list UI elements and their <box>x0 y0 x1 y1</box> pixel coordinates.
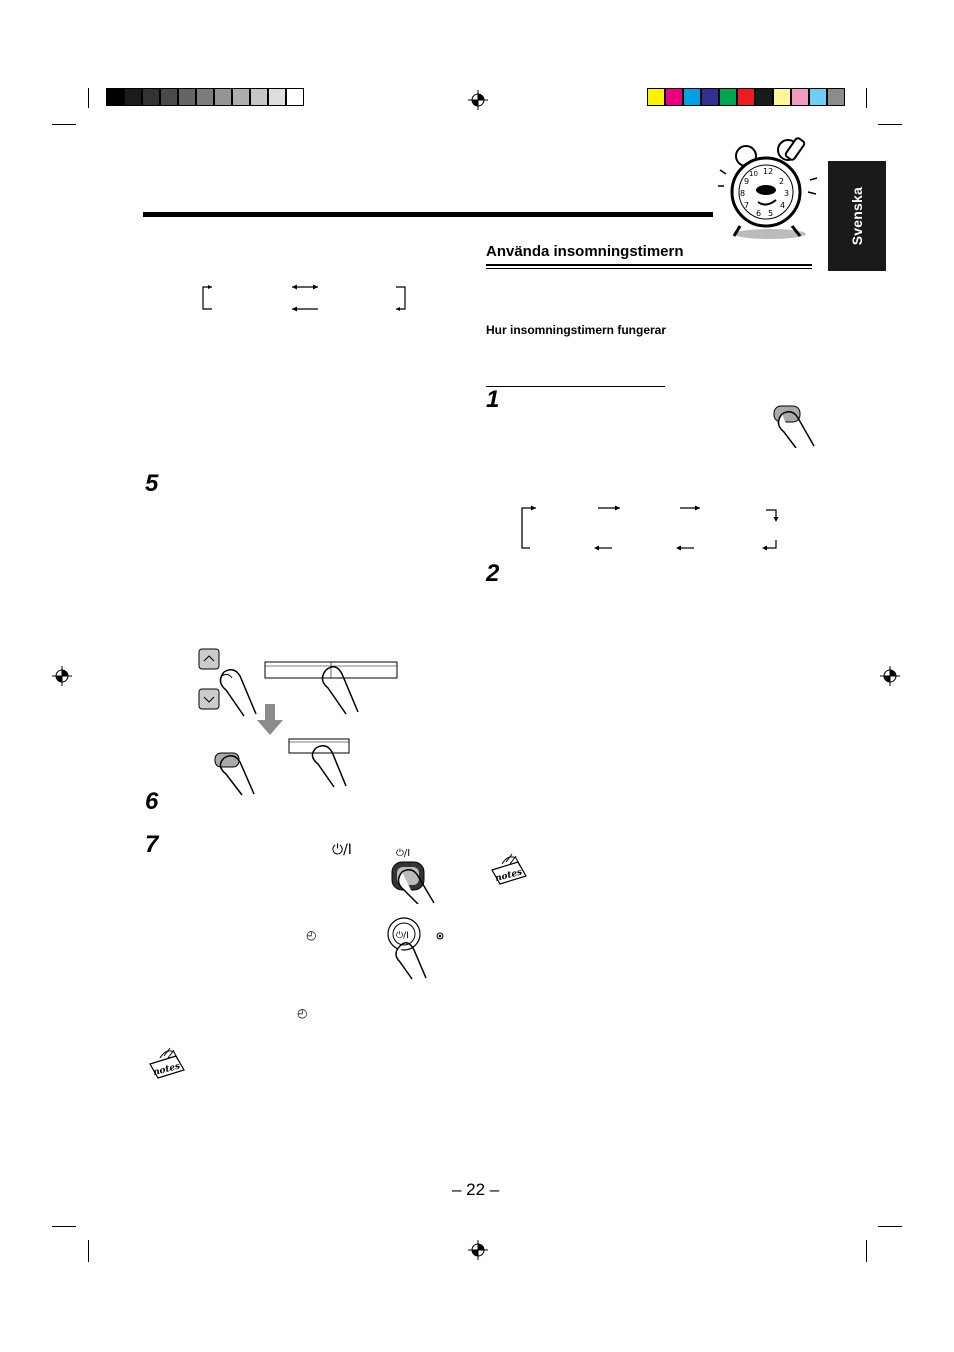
crop-mark <box>866 88 867 108</box>
step-number-7: 7 <box>145 831 159 858</box>
color-swatch <box>827 88 845 106</box>
power-standby-label: ⏻/I <box>332 842 352 858</box>
color-swatch <box>809 88 827 106</box>
crop-mark <box>88 1240 89 1262</box>
registration-target-icon <box>468 90 488 110</box>
notes-icon <box>488 852 532 888</box>
power-standby-label: ⏻/I <box>396 848 411 859</box>
pressing-finger-icon <box>216 668 260 718</box>
crop-mark <box>52 1226 76 1227</box>
language-tab <box>828 161 886 271</box>
color-swatch <box>250 88 268 106</box>
section-subheading: Hur insomningstimern fungerar <box>486 323 667 337</box>
crop-mark <box>878 124 902 125</box>
color-swatch <box>665 88 683 106</box>
svg-text:12: 12 <box>763 167 774 176</box>
color-swatch <box>124 88 142 106</box>
svg-text:3: 3 <box>784 189 790 198</box>
color-swatch <box>232 88 250 106</box>
power-knob-icon <box>386 916 448 980</box>
header-rule <box>143 212 713 217</box>
svg-text:⏻/I: ⏻/I <box>396 931 409 941</box>
svg-text:2: 2 <box>779 177 785 186</box>
power-button-icon <box>388 860 436 904</box>
crop-mark <box>866 1240 867 1262</box>
registration-target-icon <box>52 666 72 686</box>
pressing-finger-icon <box>218 754 258 796</box>
sleep-cycle-diagram <box>516 502 782 554</box>
color-swatch <box>106 88 124 106</box>
svg-text:4: 4 <box>780 201 786 210</box>
cycle-arrow-diagram <box>198 281 410 313</box>
color-swatch <box>701 88 719 106</box>
color-swatch <box>755 88 773 106</box>
color-swatch <box>268 88 286 106</box>
svg-text:6: 6 <box>756 209 762 218</box>
section-title-rule <box>486 264 812 269</box>
sleep-button-icon <box>770 404 816 448</box>
subsection-rule <box>486 386 665 387</box>
clock-symbol-icon: ◴ <box>297 1006 308 1020</box>
notes-icon <box>146 1046 190 1082</box>
pressing-finger-icon <box>310 744 350 788</box>
step-number-1: 1 <box>486 386 500 413</box>
color-swatch <box>773 88 791 106</box>
crop-mark <box>88 88 89 108</box>
color-swatch <box>214 88 232 106</box>
crop-mark <box>52 124 76 125</box>
color-swatch <box>196 88 214 106</box>
step-number-6: 6 <box>145 788 159 815</box>
crop-mark <box>878 1226 902 1227</box>
notes-icon-label: notes <box>152 1061 182 1079</box>
grayscale-registration-bar <box>106 88 304 106</box>
language-tab-label: Svenska <box>849 186 865 246</box>
registration-target-icon <box>880 666 900 686</box>
svg-text:10: 10 <box>749 170 758 178</box>
clock-symbol-icon: ◴ <box>306 928 317 942</box>
color-swatch <box>683 88 701 106</box>
color-swatch <box>286 88 304 106</box>
color-swatch <box>719 88 737 106</box>
step-number-2: 2 <box>486 560 500 587</box>
down-arrow-icon <box>256 704 284 736</box>
page-number: – 22 – <box>452 1180 500 1199</box>
pressing-finger-icon <box>318 664 362 716</box>
up-button-icon <box>198 648 220 670</box>
registration-target-icon <box>468 1240 488 1260</box>
step-number-5: 5 <box>145 470 159 497</box>
svg-text:8: 8 <box>740 189 746 198</box>
color-swatch <box>160 88 178 106</box>
svg-text:5: 5 <box>768 209 774 218</box>
color-swatch <box>791 88 809 106</box>
color-swatch <box>178 88 196 106</box>
color-registration-bar <box>647 88 845 106</box>
svg-text:7: 7 <box>744 201 750 210</box>
color-swatch <box>142 88 160 106</box>
color-swatch <box>737 88 755 106</box>
notes-icon-label: notes <box>494 867 524 885</box>
section-title: Använda insomningstimern <box>486 243 684 260</box>
svg-text:9: 9 <box>744 177 750 186</box>
alarm-clock-mascot-icon <box>718 134 824 242</box>
color-swatch <box>647 88 665 106</box>
